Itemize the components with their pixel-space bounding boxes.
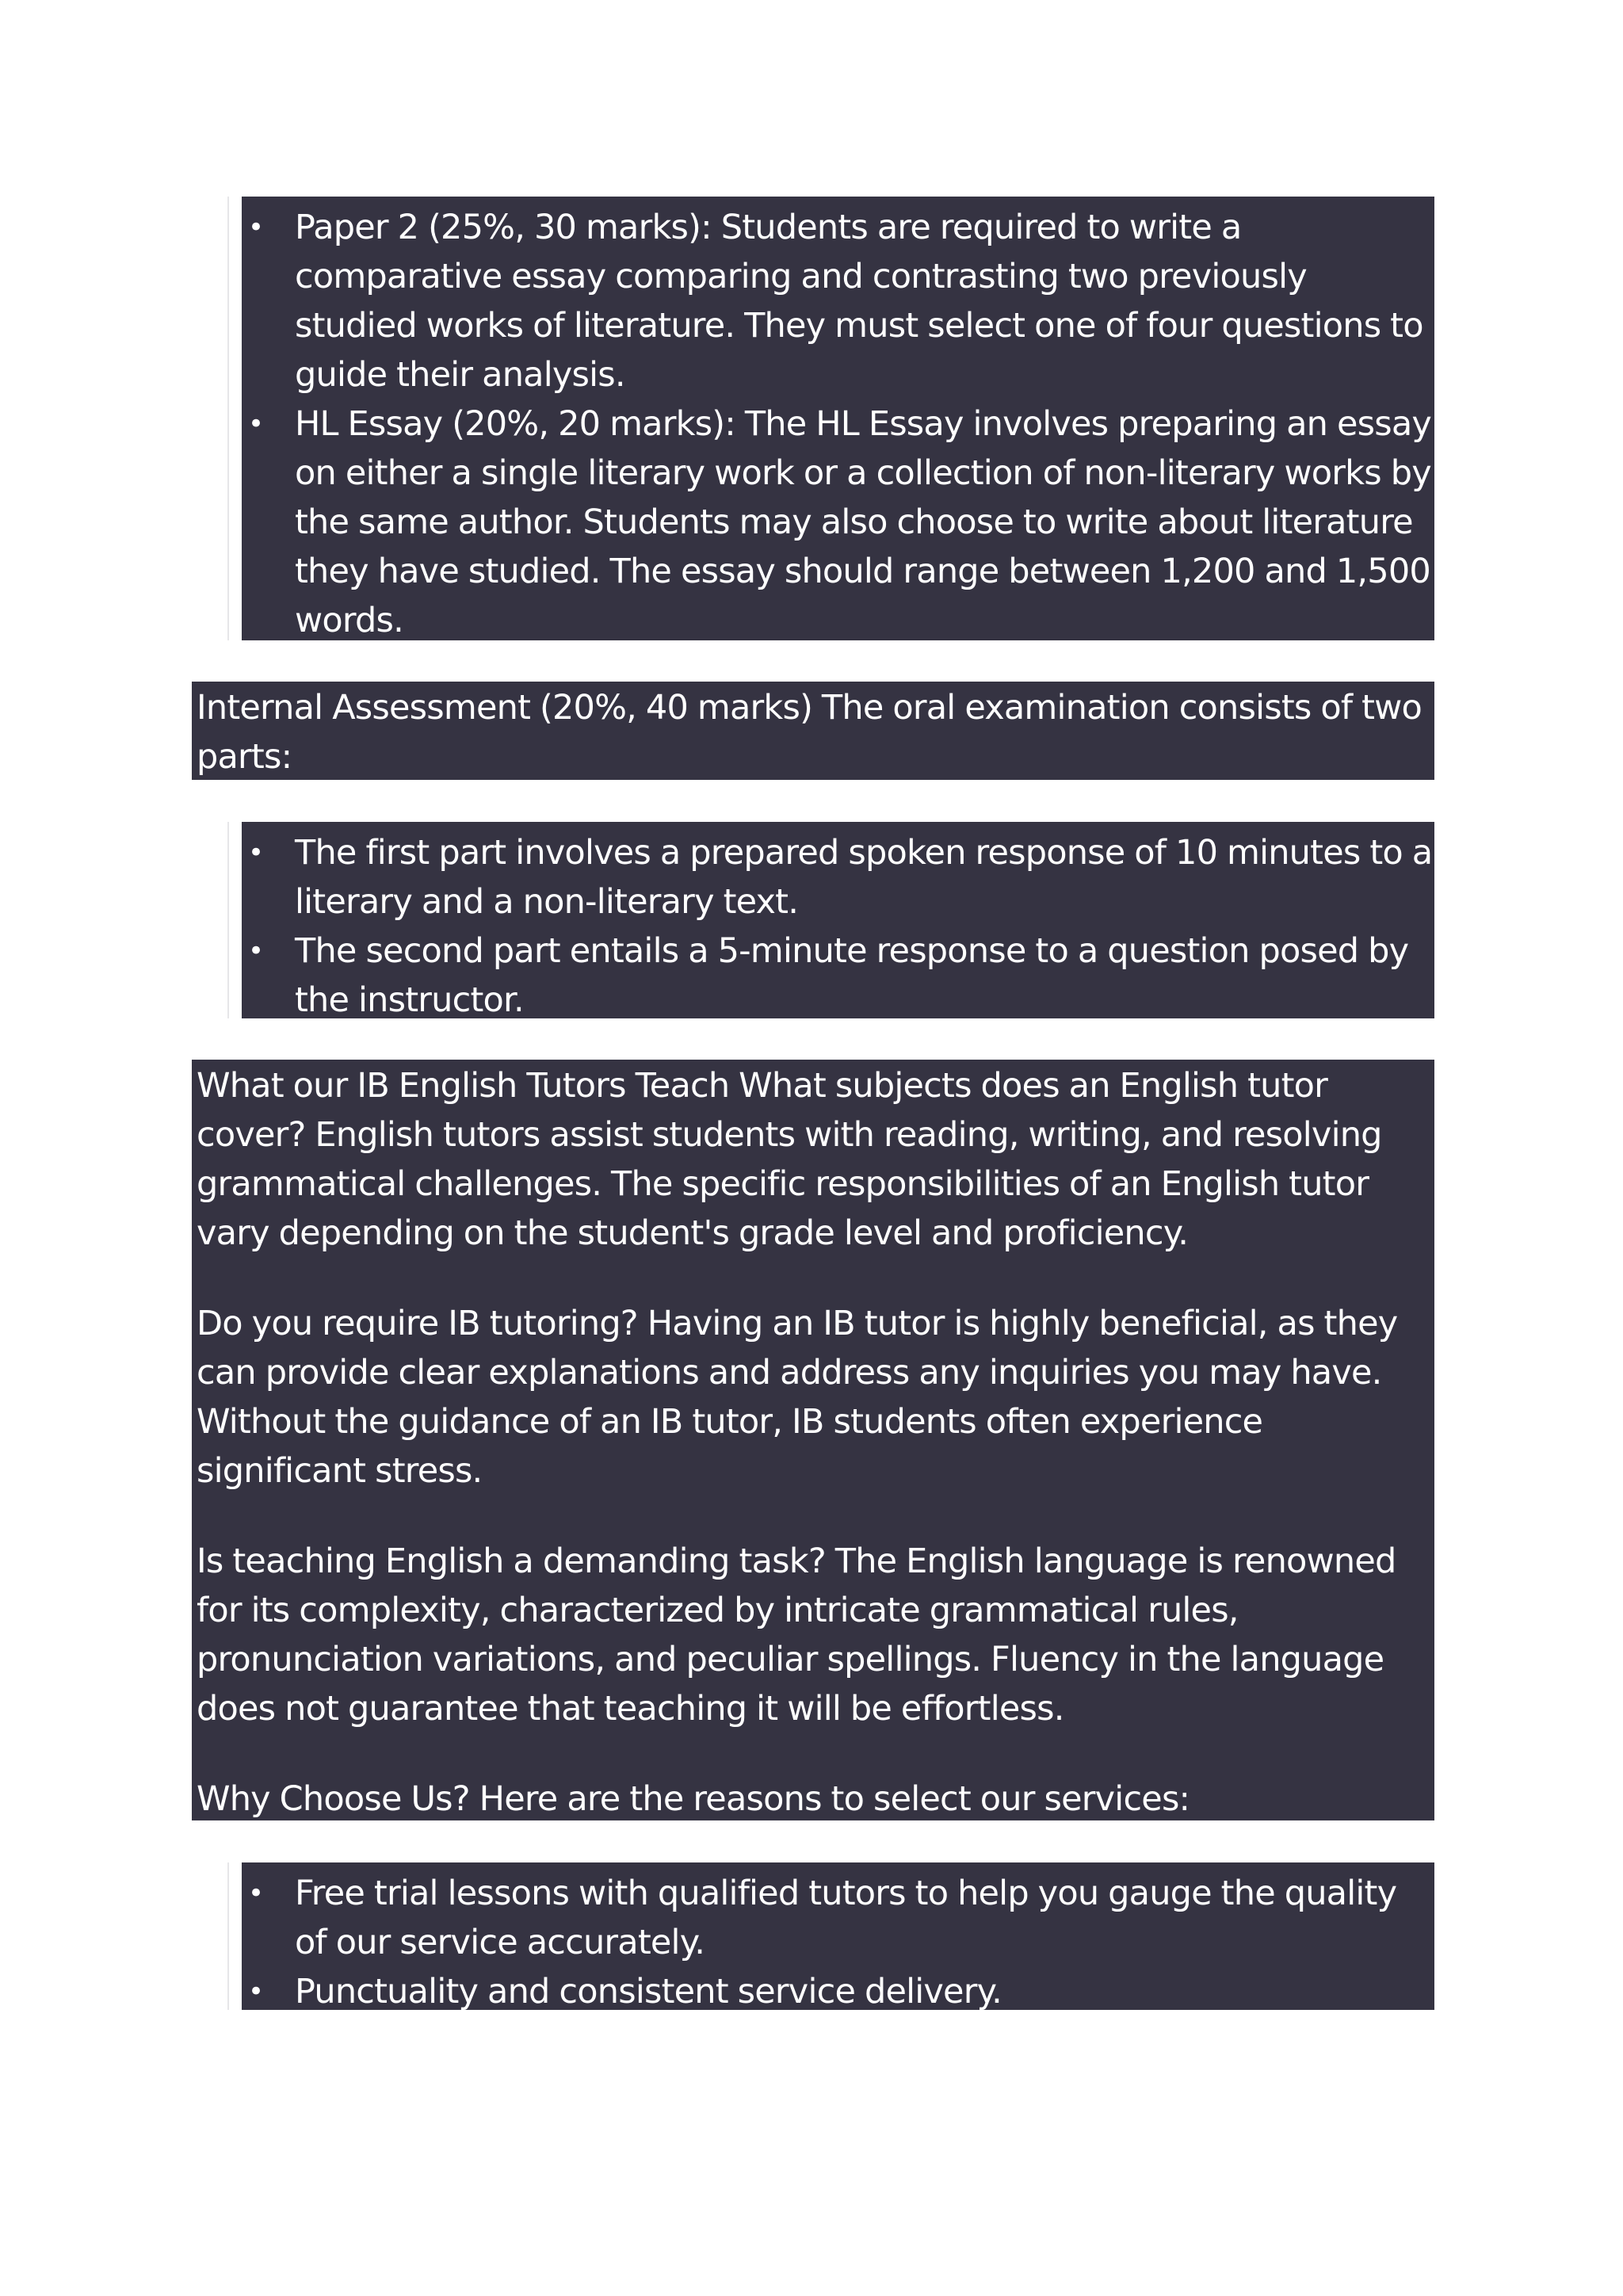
bullet-icon: • [248, 212, 264, 243]
paragraph: Why Choose Us? Here are the reasons to select our services: [197, 1779, 1190, 1819]
list-item-text: HL Essay (20%, 20 marks): The HL Essay involves preparing an essay on either a single literary work or a collection of non-literary works by the same author. Students may also choose to write about literature they have studied. The essay should range between 1,200 and 1,500 words. [295, 404, 1432, 640]
papers-list-block [242, 197, 1434, 640]
internal-assessment-text: Internal Assessment (20%, 40 marks) The oral examination consists of two parts: [197, 688, 1423, 777]
list-item-text: Free trial lessons with qualified tutors to help you gauge the quality of our service accurately. [295, 1874, 1397, 1962]
list-item-text: The first part involves a prepared spoken response of 10 minutes to a literary and a non-literary text. [295, 833, 1433, 922]
list-item-text: Paper 2 (25%, 30 marks): Students are required to write a comparative essay comparing and contrasting two previously studied works of literature. They must select one of four questions to guide their analysis. [295, 208, 1423, 395]
bullet-icon: • [248, 935, 264, 967]
bullet-icon: • [248, 837, 264, 869]
papers-list [242, 203, 1434, 645]
list-item [242, 1967, 1434, 2016]
reasons-list-block [242, 1862, 1434, 2010]
list-item [242, 828, 1434, 926]
bullet-icon: • [248, 1976, 264, 2008]
paragraph: Do you require IB tutoring? Having an IB tutor is highly beneficial, as they can provide clear explanations and address any inquiries you may have. Without the guidance of an IB tutor, IB students often experience significant stress. [197, 1304, 1398, 1491]
list-item-text: The second part entails a 5-minute response to a question posed by the instructor. [295, 931, 1409, 1020]
oral-list-block [242, 822, 1434, 1018]
paragraph: Is teaching English a demanding task? The English language is renowned for its complexity, characterized by intricate grammatical rules, pronunciation variations, and peculiar spellings. Fluency in the language does not guarantee that teaching it will be effortless. [197, 1541, 1396, 1729]
list-item [242, 203, 1434, 399]
internal-assessment-block [192, 682, 1434, 780]
list-item-text: Punctuality and consistent service delivery. [295, 1972, 1002, 2011]
reasons-list [242, 1869, 1434, 2016]
oral-list [242, 828, 1434, 1025]
list-item [242, 926, 1434, 1025]
list-item [242, 1869, 1434, 1967]
list-item [242, 399, 1434, 645]
bullet-icon: • [248, 408, 264, 440]
paragraph: What our IB English Tutors Teach What subjects does an English tutor cover? English tutors assist students with reading, writing, and resolving grammatical challenges. The specific responsibilities of an English tutor vary depending on the student's grade level and proficiency. [197, 1066, 1382, 1253]
bullet-icon: • [248, 1878, 264, 1909]
tutors-teach-block [192, 1060, 1434, 1820]
